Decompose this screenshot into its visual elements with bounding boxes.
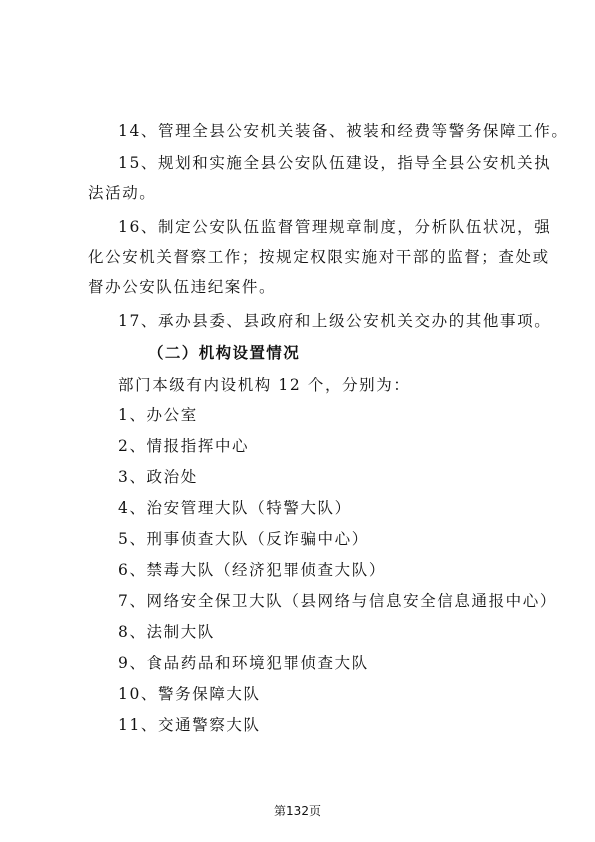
unit-item: 8、法制大队 [118,623,215,641]
duty-15-line-1: 15、规划和实施全县公安队伍建设，指导全县公安机关执 [118,154,552,172]
duty-17: 17、承办县委、县政府和上级公安机关交办的其他事项。 [118,312,552,330]
duty-16-line-2: 化公安机关督察工作；按规定权限实施对干部的监督；查处或 [88,248,550,266]
section-heading: （二）机构设置情况 [148,344,301,362]
unit-item: 7、网络安全保卫大队（县网络与信息安全信息通报中心） [118,592,557,610]
unit-item: 9、食品药品和环境犯罪侦查大队 [118,654,369,672]
unit-item: 10、警务保障大队 [118,685,261,703]
unit-item: 6、禁毒大队（经济犯罪侦查大队） [118,561,386,579]
unit-item: 1、办公室 [118,406,198,424]
unit-item: 3、政治处 [118,468,198,486]
duty-16-line-1: 16、制定公安队伍监督管理规章制度，分析队伍状况，强 [118,218,552,236]
unit-item: 5、刑事侦查大队（反诈骗中心） [118,530,369,548]
unit-item: 4、治安管理大队（特警大队） [118,499,352,517]
page-number: 第132页 [274,804,321,818]
unit-item: 11、交通警察大队 [118,716,261,734]
duty-16-line-3: 督办公安队伍违纪案件。 [88,278,277,296]
intro-text: 部门本级有内设机构 12 个，分别为： [118,376,411,394]
duty-15-line-2: 法活动。 [88,184,157,202]
unit-item: 2、情报指挥中心 [118,437,250,455]
duty-14: 14、管理全县公安机关装备、被装和经费等警务保障工作。 [118,122,569,140]
